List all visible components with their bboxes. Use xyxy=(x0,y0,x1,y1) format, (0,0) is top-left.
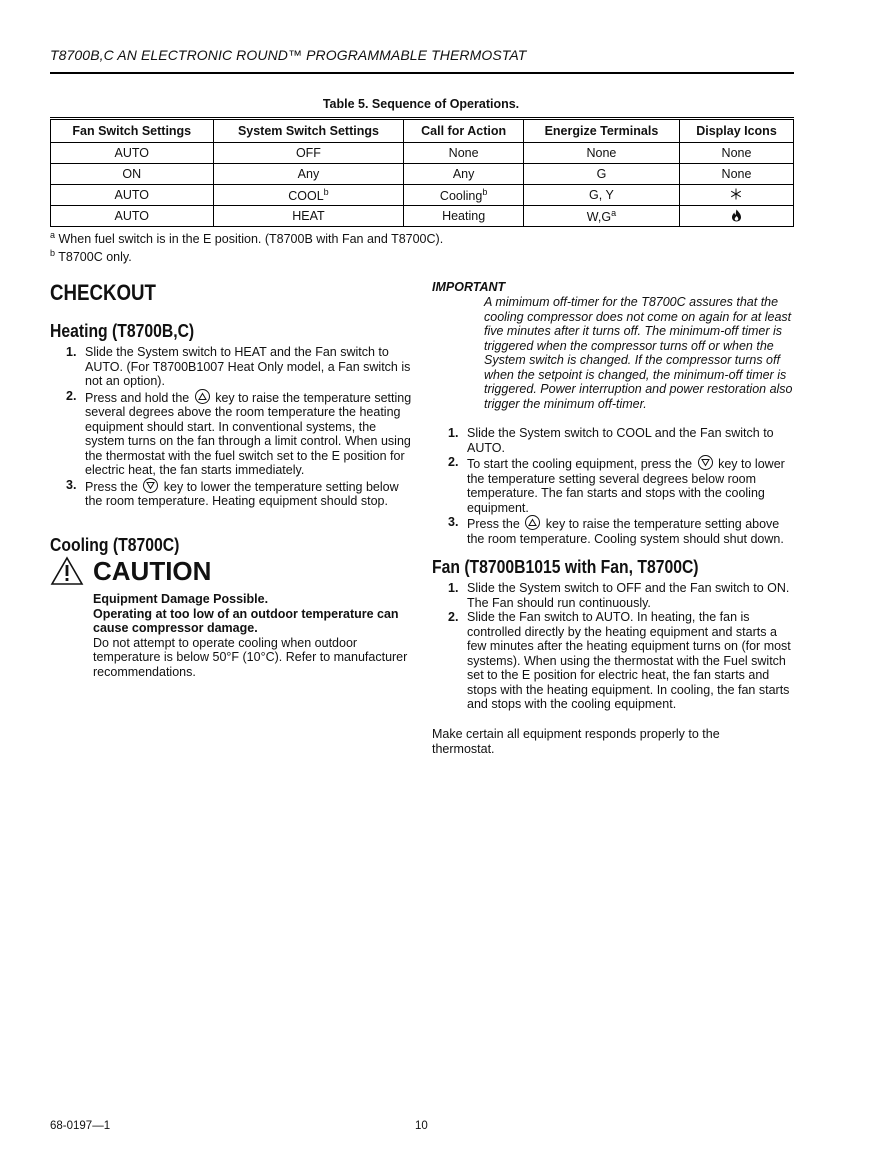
cooling-heading: Cooling (T8700C) xyxy=(50,534,180,555)
table-cell xyxy=(404,185,524,206)
cell-text: Cooling xyxy=(439,189,483,204)
fan-steps xyxy=(432,581,794,712)
step-number: 2. xyxy=(448,455,459,469)
list-item xyxy=(50,478,412,509)
table-cell: AUTO xyxy=(51,143,214,164)
warning-triangle-icon xyxy=(50,556,84,589)
up-key-icon xyxy=(525,515,540,530)
list-item xyxy=(432,515,794,546)
footnote-mark: b xyxy=(323,186,329,197)
list-item xyxy=(432,610,794,712)
running-header: T8700B,C AN ELECTRONIC ROUND™ PROGRAMMABLE THERMOSTAT xyxy=(50,47,527,63)
step-text: Slide the System switch to OFF and the Fan switch to ON. The Fan should run continuously. xyxy=(467,581,790,610)
heating-steps xyxy=(50,345,412,509)
list-item xyxy=(432,455,794,515)
table-cell: G, Y xyxy=(523,185,679,206)
column-header: Fan Switch Settings xyxy=(51,119,214,143)
table-cell: Any xyxy=(213,164,404,185)
cell-text: COOL xyxy=(288,189,324,204)
up-key-icon xyxy=(195,389,210,404)
table-row xyxy=(51,206,794,227)
table-cell: Any xyxy=(404,164,524,185)
footnote-text: When fuel switch is in the E position. (T8700B with Fan and T8700C). xyxy=(55,232,444,247)
step-number: 1. xyxy=(448,581,459,595)
step-number: 3. xyxy=(448,515,459,529)
table-cell: None xyxy=(404,143,524,164)
caution-text: Do not attempt to operate cooling when outdoor temperature is below 50°F (10°C). Refer to manufacturer recommendations. xyxy=(93,635,408,679)
checkout-heading: CHECKOUT xyxy=(50,280,156,305)
column-header: System Switch Settings xyxy=(213,119,404,143)
table-header-row xyxy=(51,119,794,143)
table-row xyxy=(51,185,794,206)
cell-text: W,G xyxy=(586,210,612,225)
step-number: 3. xyxy=(66,477,77,492)
table-cell: OFF xyxy=(213,143,404,164)
important-label: IMPORTANT xyxy=(432,280,506,294)
table-cell: G xyxy=(523,164,679,185)
step-text: key to lower the temperature setting below the room temperature. Heating equipment should stop. xyxy=(85,479,399,508)
caution-bold-line: Equipment Damage Possible. xyxy=(93,592,269,606)
closing-paragraph: Make certain all equipment responds properly to the thermostat. xyxy=(432,727,720,756)
table-cell: None xyxy=(679,164,793,185)
table-cell: ON xyxy=(51,164,214,185)
table-cell xyxy=(523,206,679,227)
list-item xyxy=(432,426,794,455)
caution-title: CAUTION xyxy=(93,556,212,586)
table-cell: HEAT xyxy=(213,206,404,227)
heating-heading: Heating (T8700B,C) xyxy=(50,320,195,341)
table-cell xyxy=(213,185,404,206)
step-text: Press and hold the xyxy=(85,390,190,405)
down-key-icon xyxy=(698,455,713,470)
table-cell xyxy=(679,206,793,227)
step-text: key to raise the temperature setting several degrees above the room temperature the heating equipment should start. In conventional systems, the system turns on the fan through a limit control. When using the thermostat with the fuel switch set to the E position for electric heat, the fan starts immediately. xyxy=(85,390,412,477)
table-cell: None xyxy=(523,143,679,164)
flame-icon xyxy=(731,209,742,223)
step-text: Slide the System switch to HEAT and the Fan switch to AUTO. (For T8700B1007 Heat Only model, a Fan switch is not an option). xyxy=(85,345,411,388)
table-cell xyxy=(679,185,793,206)
table-row xyxy=(51,164,794,185)
step-text: Slide the Fan switch to AUTO. In heating, the fan is controlled directly by the heating equipment and starts a few minutes after the heating equipment turns on (for most systems). When using the thermostat with the Fuel switch set to the E position for electric heat, the fan starts and stops with the heating equipment. In cooling, the fan starts and stops with the cooling equipment. xyxy=(467,610,791,711)
footnote-text: T8700C only. xyxy=(55,250,132,265)
footnote xyxy=(50,246,443,264)
snowflake-icon xyxy=(730,188,742,202)
header-rule xyxy=(50,72,794,74)
table-cell: AUTO xyxy=(51,206,214,227)
page-number: 10 xyxy=(415,1120,428,1132)
table-cell: Heating xyxy=(404,206,524,227)
column-header: Display Icons xyxy=(679,119,793,143)
list-item xyxy=(432,581,794,610)
table-cell: AUTO xyxy=(51,185,214,206)
column-header: Energize Terminals xyxy=(523,119,679,143)
step-number: 2. xyxy=(66,388,77,403)
down-key-icon xyxy=(143,478,158,493)
fan-heading: Fan (T8700B1015 with Fan, T8700C) xyxy=(432,556,699,577)
table-caption: Table 5. Sequence of Operations. xyxy=(322,97,520,111)
caution-body xyxy=(93,592,413,679)
column-header: Call for Action xyxy=(404,119,524,143)
sequence-of-operations-table xyxy=(50,117,794,227)
list-item xyxy=(50,345,412,389)
step-text: Slide the System switch to COOL and the Fan switch to AUTO. xyxy=(467,426,774,455)
footnote-mark: a xyxy=(50,230,56,240)
step-number: 1. xyxy=(448,426,459,440)
step-text: Press the xyxy=(85,479,138,494)
caution-bold-line: Operating at too low of an outdoor temperature can cause compressor damage. xyxy=(93,606,399,635)
step-text: To start the cooling equipment, press the xyxy=(467,457,693,471)
table-row xyxy=(51,143,794,164)
step-number: 1. xyxy=(66,345,77,359)
step-number: 2. xyxy=(448,610,459,624)
step-text: Press the xyxy=(467,517,520,531)
footnote-mark: b xyxy=(482,186,488,197)
footnote-mark: b xyxy=(50,248,56,259)
footnote xyxy=(50,228,443,246)
list-item xyxy=(50,389,412,478)
document-number: 68-0197—1 xyxy=(50,1120,111,1132)
table-footnotes xyxy=(50,228,443,264)
footnote-mark: a xyxy=(611,207,617,218)
table-cell: None xyxy=(679,143,793,164)
step-text: key to raise the temperature setting above the room temperature. Cooling system should shut down. xyxy=(467,517,784,546)
important-text: A mimimum off-timer for the T8700C assures that the cooling compressor does not come on again for at least five minutes after it turns off. The minimum-off timer is triggered when the compressor turns off or when the System switch is changed. If the compressor turns off when the setpoint is changed, the minimum-off timer is triggered. Power interruption and power restoration also trigger the minimum off-timer. xyxy=(484,295,793,411)
cooling-steps xyxy=(432,426,794,546)
step-text: key to lower the temperature setting several degrees below room temperature. The fan starts and stops with the cooling equipment. xyxy=(467,457,785,515)
